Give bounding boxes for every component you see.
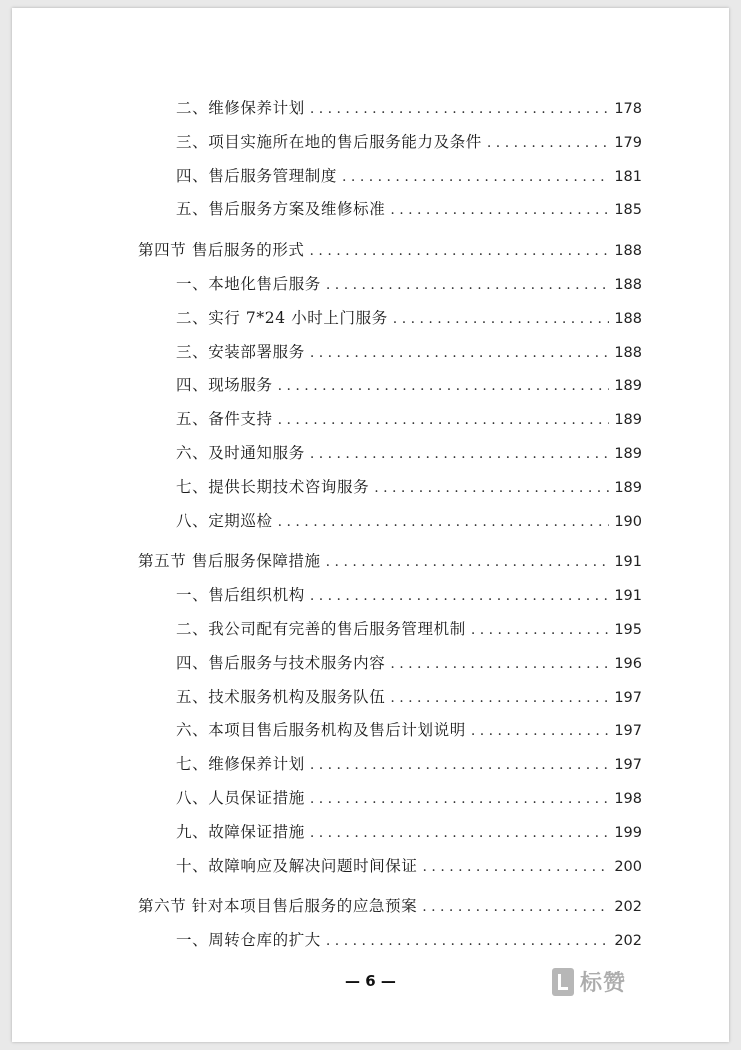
toc-entry[interactable] (138, 437, 642, 471)
toc-page-number: 189 (614, 445, 642, 462)
toc-dot-leader (471, 614, 610, 648)
toc-page-number: 189 (614, 479, 642, 496)
watermark (552, 966, 626, 997)
toc-dot-leader (326, 269, 609, 303)
toc-page-number: 202 (614, 899, 642, 916)
toc-dot-leader (310, 749, 610, 783)
toc-entry-title: 五、技术服务机构及服务队伍 (176, 687, 386, 706)
toc-dot-leader (374, 472, 609, 506)
toc-dot-leader (326, 925, 609, 959)
toc-page-number: 189 (614, 378, 642, 395)
toc-dot-leader (326, 546, 610, 580)
toc-dot-leader (393, 303, 610, 337)
toc-page-number: 196 (614, 655, 642, 672)
toc-page-number: 179 (614, 134, 642, 151)
toc-entry-title: 六、本项目售后服务机构及售后计划说明 (176, 721, 466, 740)
toc-entry[interactable] (138, 505, 642, 539)
table-of-contents (138, 92, 642, 958)
toc-entry-title: 十、故障响应及解决问题时间保证 (176, 856, 418, 875)
toc-entry-title: 三、安装部署服务 (176, 342, 305, 361)
toc-entry[interactable] (138, 850, 642, 884)
toc-dot-leader (487, 127, 609, 161)
toc-entry[interactable] (138, 714, 642, 748)
toc-entry[interactable] (138, 302, 642, 336)
toc-page-number: 197 (614, 757, 642, 774)
toc-entry[interactable] (138, 471, 642, 505)
toc-dot-leader (310, 337, 610, 371)
toc-entry-title: 一、本地化售后服务 (176, 274, 321, 293)
toc-page-number: 188 (614, 243, 642, 260)
toc-page-number: 195 (614, 621, 642, 638)
toc-entry[interactable] (138, 579, 642, 613)
toc-page-number: 181 (614, 168, 642, 185)
toc-section-entry[interactable] (138, 890, 642, 924)
toc-entry[interactable] (138, 613, 642, 647)
toc-dot-leader (278, 370, 610, 404)
toc-entry-title: 第五节 售后服务保障措施 (138, 552, 321, 571)
toc-page-number: 197 (614, 689, 642, 706)
toc-page-number: 188 (614, 344, 642, 361)
toc-dot-leader (342, 161, 609, 195)
toc-entry-title: 四、现场服务 (176, 376, 273, 395)
toc-dot-leader (310, 235, 610, 269)
toc-dot-leader (310, 580, 610, 614)
toc-entry-title: 五、售后服务方案及维修标准 (176, 200, 386, 219)
toc-entry[interactable] (138, 160, 642, 194)
toc-page-number: 197 (614, 723, 642, 740)
toc-entry-title: 二、我公司配有完善的售后服务管理机制 (176, 619, 466, 638)
toc-entry-title: 一、售后组织机构 (176, 586, 305, 605)
toc-entry-title: 二、实行 7*24 小时上门服务 (176, 308, 388, 327)
toc-entry[interactable] (138, 681, 642, 715)
toc-page-number: 200 (614, 858, 642, 875)
toc-entry[interactable] (138, 924, 642, 958)
toc-page-number: 190 (614, 513, 642, 530)
toc-page-number: 185 (614, 202, 642, 219)
toc-page-number: 178 (614, 101, 642, 117)
toc-entry[interactable] (138, 126, 642, 160)
toc-entry[interactable] (138, 403, 642, 437)
toc-dot-leader (423, 851, 610, 885)
toc-page-number: 199 (614, 824, 642, 841)
toc-page-number: 202 (614, 933, 642, 950)
toc-dot-leader (390, 648, 609, 682)
toc-entry-title: 七、维修保养计划 (176, 755, 305, 774)
toc-page-number: 198 (614, 790, 642, 807)
toc-entry[interactable] (138, 268, 642, 302)
toc-entry-title: 三、项目实施所在地的售后服务能力及条件 (176, 132, 482, 151)
toc-entry[interactable] (138, 193, 642, 227)
biaozan-logo-icon (552, 968, 574, 996)
toc-section-entry[interactable] (138, 545, 642, 579)
toc-section-entry[interactable] (138, 234, 642, 268)
toc-dot-leader (278, 404, 610, 438)
toc-entry[interactable] (138, 92, 642, 126)
toc-dot-leader (310, 93, 610, 127)
toc-entry-title: 一、周转仓库的扩大 (176, 931, 321, 950)
document-page (12, 8, 729, 1042)
toc-page-number: 189 (614, 412, 642, 429)
toc-page-number: 191 (614, 588, 642, 605)
toc-entry-title: 六、及时通知服务 (176, 443, 305, 462)
toc-entry-title: 第四节 售后服务的形式 (138, 241, 305, 260)
toc-entry-title: 第六节 针对本项目售后服务的应急预案 (138, 897, 418, 916)
toc-page-number: 188 (614, 276, 642, 293)
toc-dot-leader (390, 194, 609, 228)
toc-dot-leader (310, 783, 610, 817)
toc-entry[interactable] (138, 647, 642, 681)
toc-dot-leader (310, 817, 610, 851)
toc-entry[interactable] (138, 748, 642, 782)
toc-entry-title: 九、故障保证措施 (176, 822, 305, 841)
toc-page-number: 191 (614, 554, 642, 571)
toc-dot-leader (278, 506, 610, 540)
toc-dot-leader (310, 438, 610, 472)
toc-entry[interactable] (138, 782, 642, 816)
toc-page-number: 188 (614, 310, 642, 327)
toc-entry[interactable] (138, 369, 642, 403)
toc-entry-title: 八、人员保证措施 (176, 788, 305, 807)
toc-dot-leader (471, 715, 610, 749)
toc-entry-title: 五、备件支持 (176, 410, 273, 429)
toc-entry-title: 二、维修保养计划 (176, 99, 305, 117)
toc-entry-title: 八、定期巡检 (176, 511, 273, 530)
watermark-text: 标赞 (580, 971, 627, 996)
page-number: — 6 — (345, 972, 396, 990)
toc-entry-title: 四、售后服务与技术服务内容 (176, 653, 386, 672)
toc-dot-leader (390, 682, 609, 716)
toc-entry-title: 七、提供长期技术咨询服务 (176, 477, 370, 496)
toc-dot-leader (422, 891, 609, 925)
toc-entry-title: 四、售后服务管理制度 (176, 166, 338, 185)
toc-entry[interactable] (138, 336, 642, 370)
toc-entry[interactable] (138, 816, 642, 850)
